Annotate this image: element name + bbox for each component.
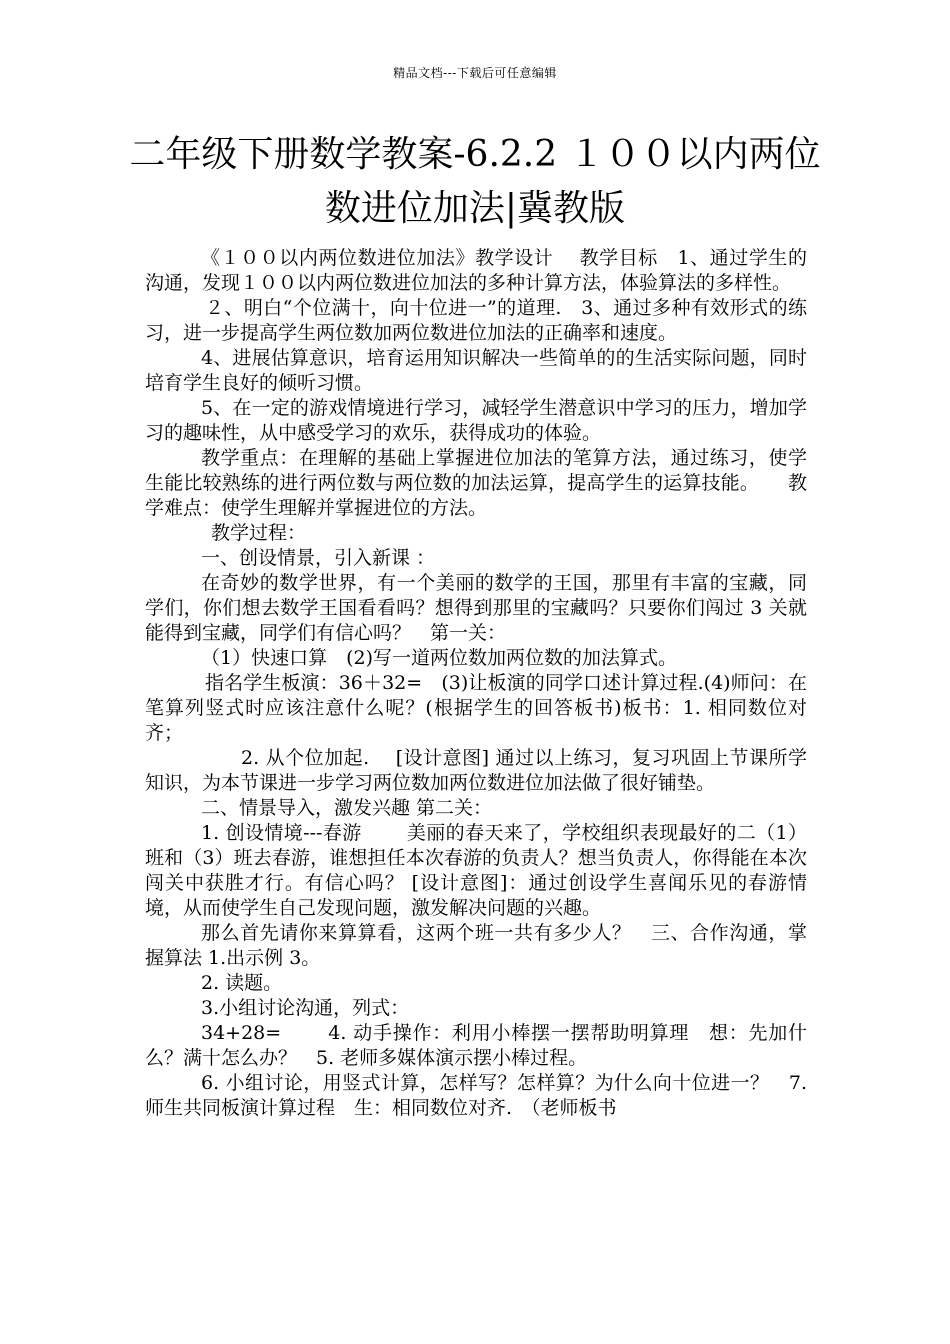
- paragraph-section-3: 那么首先请你来算算看，这两个班一共有多少人？ 三、合作沟通，掌握算法 1.出示例 3。: [145, 922, 807, 969]
- paragraph-board-demo: 指名学生板演：36＋32= (3)让板演的同学口述计算过程.(4)师问：在笔算列竖式时应该注意什么呢？(根据学生的回答板书)板书：1. 相同数位对齐；: [145, 672, 807, 744]
- page-header-note: 精品文档---下载后可任意编辑: [393, 66, 557, 80]
- paragraph-quick-calc: （1）快速口算 (2)写一道两位数加两位数的加法算式。: [201, 647, 678, 669]
- paragraph-hands-on: 34+28= 4. 动手操作：利用小棒摆一摆帮助明算理 想：先加什么？满十怎么办？ 5. 老师多媒体演示摆小棒过程。: [145, 1022, 807, 1069]
- paragraph-key-points: 教学重点：在理解的基础上掌握进位加法的笔算方法，通过练习，使学生能比较熟练的进行两位数与两位数的加法运算，提高学生的运算技能。 教学难点：使学生理解并掌握进位的方法。: [145, 447, 807, 519]
- paragraph-objectives-1: 《１００以内两位数进位加法》教学设计 教学目标 1、通过学生的沟通，发现１００以内两位数进位加法的多种计算方法，体验算法的多样性。: [145, 247, 807, 294]
- paragraph-group-discussion: 3.小组讨论沟通，列式：: [201, 997, 410, 1019]
- paragraph-vertical-calc: 6. 小组讨论，用竖式计算，怎样写？怎样算？为什么向十位进一？ 7.师生共同板演计算过程 生：相同数位对齐. （老师板书: [145, 1072, 807, 1119]
- paragraph-process-heading: 教学过程：: [211, 522, 307, 544]
- paragraph-intro-story: 在奇妙的数学世界，有一个美丽的数学的王国，那里有丰富的宝藏，同学们，你们想去数学王国看看吗？想得到那里的宝藏吗？只要你们闯过 3 关就能得到宝藏，同学们有信心吗？ 第一关：: [145, 572, 807, 644]
- paragraph-section-1-heading: 一、创设情景，引入新课 ：: [201, 547, 436, 569]
- paragraph-design-intent-1: 2. 从个位加起. [设计意图] 通过以上练习，复习巩固上节课所学知识，为本节课进一步学习两位数加两位数进位加法做了很好铺垫。: [145, 747, 807, 794]
- paragraph-section-2-heading: 二、情景导入，激发兴趣 第二关：: [201, 797, 493, 819]
- paragraph-objectives-2-3: ２、明白“个位满十，向十位进一”的道理. 3、通过多种有效形式的练习，进一步提高学生两位数加两位数进位加法的正确率和速度。: [145, 297, 807, 344]
- paragraph-objective-4: 4、进展估算意识，培育运用知识解决一些简单的的生活实际问题，同时培育学生良好的倾听习惯。: [145, 347, 807, 394]
- paragraph-spring-outing: 1. 创设情境---春游 美丽的春天来了，学校组织表现最好的二（1）班和（3）班去春游，谁想担任本次春游的负责人？想当负责人，你得能在本次闯关中获胜才行。有信心吗？ [设计意图]：通过创设学生喜闻乐见的春游情境，从而使学生自己发现问题，激发解决问题的兴趣。: [145, 822, 807, 919]
- paragraph-objective-5: 5、在一定的游戏情境进行学习，减轻学生潜意识中学习的压力，增加学习的趣味性，从中感受学习的欢乐，获得成功的体验。: [145, 397, 807, 444]
- document-title: 二年级下册数学教案-6.2.2 １００以内两位数进位加法|冀教版: [129, 134, 821, 229]
- paragraph-read-question: 2. 读题。: [201, 972, 283, 994]
- document-body: [145, 246, 807, 1121]
